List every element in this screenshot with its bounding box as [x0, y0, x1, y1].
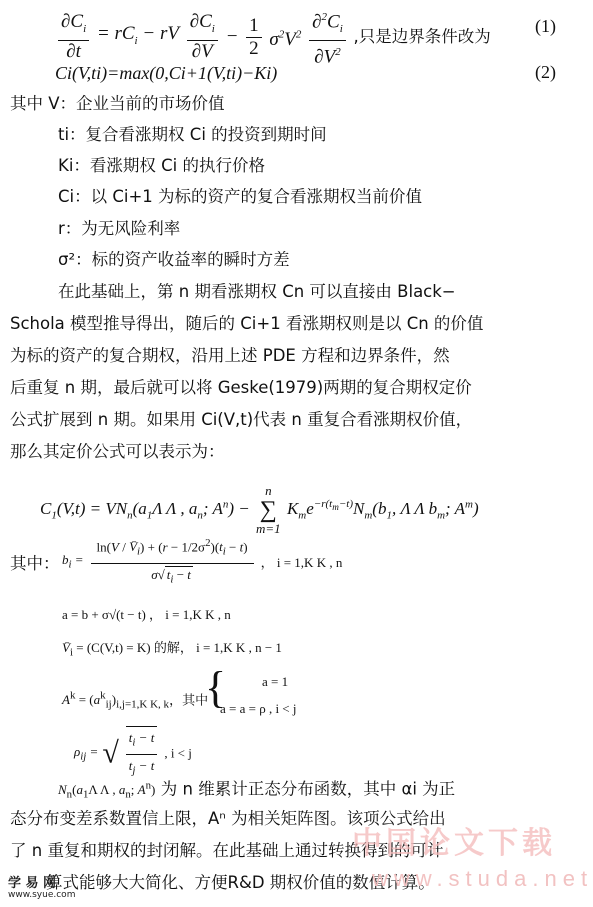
pricing-formula: $C_1(V,t) = VN_n(a_1\Lambda$ Λ , $a_n$; $A^n$) − n ∑ m=1 $K_me^{-r(t_m-t)}N_m(b_1$, Λ Λ $b_m$; $A^m$): [40, 483, 479, 536]
para1-line5: 公式扩展到 n 期。如果用 Ci(V,t)代表 n 重复合看涨期权价值，: [10, 410, 473, 429]
sum-symbol: n ∑ m=1: [256, 483, 281, 536]
a-formula: a = b + σ√(t − t) ， i = 1,K K , n: [62, 607, 231, 622]
frac-dC-dt: $\frac{\partial C_i}{\partial t}$: [58, 11, 89, 63]
frac-one-half: $\frac{1}{2}$: [246, 15, 262, 60]
para1-line1: 在此基础上，第 n 期看涨期权 Cn 可以直接由 Black−: [58, 282, 456, 301]
para2-line2: 态分布变差系数置信上限，Aⁿ 为相关矩阵图。该项公式给出: [10, 809, 446, 828]
para2-line3: 了 n 重复和期权的封闭解。在此基础上通过转换得到的可计: [10, 841, 444, 860]
A-where: ，其中: [169, 692, 209, 708]
b-index: ， i = 1,K K , n: [260, 554, 343, 570]
b-formula: $b_i$ = $\frac{\ln(V / V̄_i) + (r - 1/2\sigma^2)(t_i - t)}{\sigma√ t_i - t}$ ， i = 1,K K , n: [62, 532, 342, 591]
watermark-cn: 中国论文下载: [352, 827, 556, 860]
watermark-url: www.studa.net: [372, 866, 593, 891]
def-K: Ki：看涨期权 Ci 的执行价格: [58, 156, 265, 175]
A-row2: a = a = ρ , i < j: [220, 701, 297, 716]
def-sigma: σ²：标的资产收益率的瞬时方差: [58, 250, 290, 269]
rho-formula: $\rho_{ij}$ = √ $\frac{t_i - t}{t_j - t}$ , i < j: [74, 726, 192, 781]
eq1-suffix: ,只是边界条件改为: [353, 27, 491, 47]
def-r: r：为无风险利率: [58, 219, 181, 238]
para1-line6: 那么其定价公式可以表示为：: [10, 442, 225, 461]
v-formula-text: (C(V,t) = K) 的解， i = 1,K K , n − 1: [86, 640, 282, 655]
A-matrix-def: $A^k = (a^k_{ij})_{i,j=1,K K, k}$，其中: [62, 690, 209, 711]
para1-line3: 为标的资产的复合期权，沿用上述 PDE 方程和边界条件，然: [10, 346, 450, 365]
frac-d2C-dV2: $\frac{\partial^2C_i}{\partial V^2}$: [309, 6, 346, 68]
equation-1: $\frac{\partial C_i}{\partial t}$ = $rC_i$ − rV $\frac{\partial C_i}{\partial V}$ − $\frac{1}{2}$ $\sigma^2V^2$ $\frac{\partial^2C_i}{\partial V^2}$ ,只是边界条件改为: [55, 6, 491, 68]
para2-line4: 算式能够大大简化、方便R&D 期权价值的数值计算。: [46, 873, 435, 892]
rho-fraction: $\frac{t_i - t}{t_j - t}$: [126, 726, 158, 781]
def-C: Ci：以 Ci+1 为标的资产的复合看涨期权当前价值: [58, 187, 423, 206]
equation-2-number: (2): [535, 62, 556, 82]
equation-2: Ci(V,ti)=max(0,Ci+1(V,ti)−Ki): [55, 63, 278, 83]
equation-1-number: (1): [535, 16, 556, 36]
frac-dC-dV: $\frac{\partial C_i}{\partial V}$: [187, 11, 218, 63]
para1-line2: Schola 模型推导得出，随后的 Ci+1 看涨期权则是以 Cn 的价值: [10, 314, 484, 333]
def-V: 其中 V：企业当前的市场价值: [10, 94, 225, 113]
para2-line1: $N_n(a_1\Lambda$ Λ , $a_n$; $A^n$) 为 n 维累计正态分布函数，其中 αi 为正: [58, 779, 456, 801]
para2-line1-text: 为 n 维累计正态分布函数，其中 αi 为正: [160, 779, 456, 799]
site-logo: 学 易 网: [8, 876, 57, 891]
site-logo-url: www.syue.com: [8, 890, 76, 900]
v-formula: $V̄_i = (C(V,t) = K)$ 的解， i = 1,K K , n − 1: [62, 640, 282, 659]
def-t: ti：复合看涨期权 Ci 的投资到期时间: [58, 125, 327, 144]
A-row1: a = 1: [262, 674, 289, 689]
where-label: 其中：: [10, 554, 60, 573]
para1-line4: 后重复 n 期，最后就可以将 Geske(1979)两期的复合期权定价: [10, 378, 472, 397]
rho-cond: , i < j: [164, 745, 192, 761]
b-fraction: $\frac{\ln(V / V̄_i) + (r - 1/2\sigma^2)(t_i - t)}{\sigma√ t_i - t}$: [91, 532, 254, 591]
brace: {: [205, 663, 227, 712]
